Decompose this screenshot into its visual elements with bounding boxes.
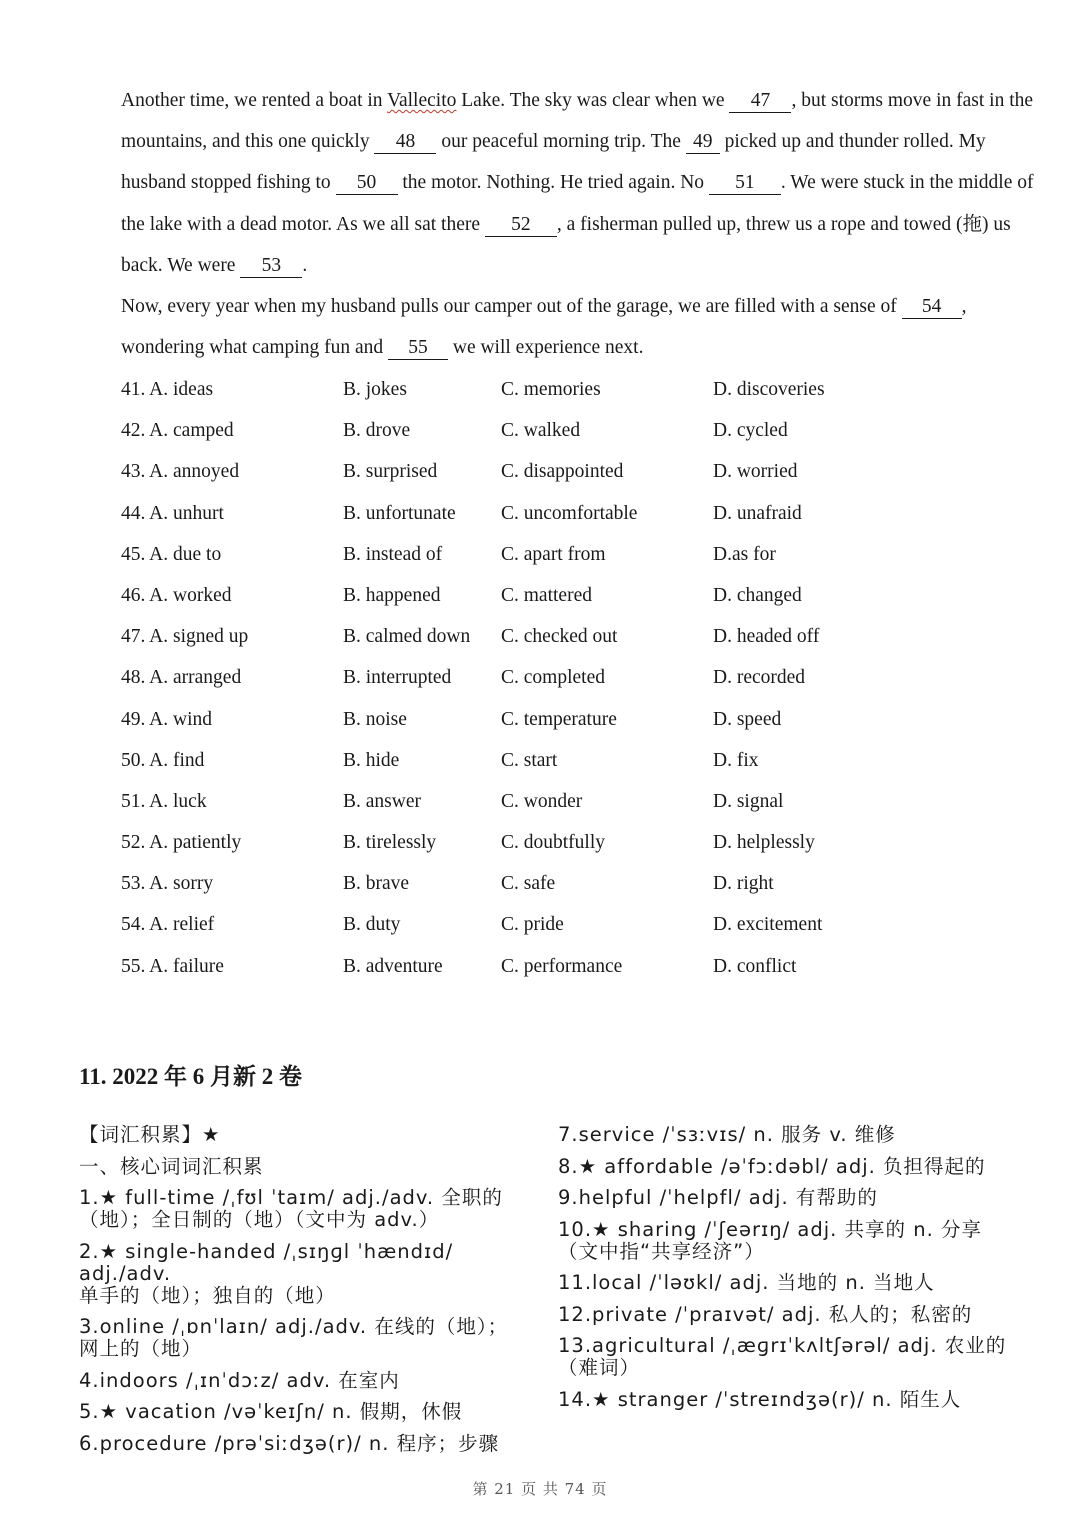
blank-50: 50 [336,172,398,195]
blank-52: 52 [485,214,557,237]
blank-47: 47 [729,90,791,113]
option-row [121,575,1001,616]
passage-text: our peaceful morning trip. The [436,131,686,153]
option-b: B. unfortunate [343,502,456,524]
option-c: C. safe [501,873,556,895]
passage-text: , a fisherman pulled up, threw us a rope and towed (拖) us back. We were [121,213,1011,276]
option-a: 51. A. luck [121,790,207,812]
option-b: B. interrupted [343,667,452,689]
option-d: D. excitement [713,914,823,936]
option-b: B. duty [343,914,401,936]
option-c: C. mattered [501,584,592,606]
option-b: B. instead of [343,543,443,565]
option-d: D. fix [713,749,759,771]
vocab-item: 1.★ full-time /ˌfʊl ˈtaɪm/ adj./adv. 全职的 （地）；全日制的（地）（文中为 adv.） [79,1186,503,1231]
vocab-item: 12.private /ˈpraɪvət/ adj. 私人的；私密的 [558,1302,973,1326]
option-c: C. disappointed [501,461,624,483]
passage-text: , wondering what camping fun and [121,296,967,359]
option-b: B. brave [343,873,410,895]
option-row [121,410,1001,451]
vocab-item: 10.★ sharing /ˈʃeərɪŋ/ adj. 共享的 n. 分享 （文中指“共享经济”） [558,1217,982,1263]
option-d: D.as for [713,543,776,565]
blank-48: 48 [374,131,436,154]
option-row [121,740,1001,781]
option-d: D. headed off [713,626,820,648]
option-c: C. start [501,749,558,771]
vocab-header: 【词汇积累】★ [79,1123,221,1146]
option-d: D. helplessly [713,832,815,854]
option-b: B. jokes [343,379,407,400]
option-row [121,904,1001,945]
option-c: C. doubtfully [501,832,606,854]
passage-text: Another time, we rented a boat in [121,90,388,111]
passage-text: picked up and thunder rolled. My husband stopped fishing to [121,131,986,194]
option-c: C. temperature [501,708,617,730]
option-row [121,946,1001,987]
option-d: D. signal [713,790,784,812]
option-c: C. pride [501,914,564,936]
vocab-item: 6.procedure /prəˈsiːdʒə(r)/ n. 程序；步骤 [79,1431,500,1455]
passage-paragraph-1 [79,80,1042,286]
blank-51: 51 [709,172,781,195]
option-b: B. surprised [343,461,438,483]
option-d: D. right [713,873,774,895]
option-b: B. adventure [343,955,443,977]
option-c: C. wonder [501,790,583,812]
vocab-item: 11.local /ˈləʊkl/ adj. 当地的 n. 当地人 [558,1271,935,1294]
vocab-item: 7.service /ˈsɜːvɪs/ n. 服务 v. 维修 [558,1123,896,1146]
vocab-item: 5.★ vacation /vəˈkeɪʃn/ n. 假期，休假 [79,1400,463,1423]
option-c: C. apart from [501,543,606,565]
option-row [121,616,1001,657]
option-row [121,534,1001,575]
option-b: B. calmed down [343,626,471,648]
option-c: C. memories [501,379,601,400]
option-b: B. drove [343,420,411,442]
option-d: D. worried [713,461,798,483]
option-a: 46. A. worked [121,584,232,606]
vocab-item: 8.★ affordable /əˈfɔːdəbl/ adj. 负担得起的 [558,1154,986,1178]
option-d: D. changed [713,584,802,606]
option-d: D. conflict [713,955,797,977]
passage-text: the motor. Nothing. He tried again. No [397,172,709,194]
option-d: D. recorded [713,667,806,689]
passage-text: we will experience next. [447,337,644,359]
option-a: 47. A. signed up [121,626,249,648]
option-c: C. checked out [501,626,618,648]
option-b: B. answer [343,790,421,812]
passage-text: Lake. The sky was clear when we [456,90,730,111]
option-row [121,699,1001,740]
option-c: C. performance [501,955,623,977]
passage-text: . We were stuck in the middle of the lake with a dead motor. As we all sat there [121,172,1034,235]
vocab-item: 4.indoors /ˌɪnˈdɔːz/ adv. 在室内 [79,1368,400,1392]
option-row [121,822,1001,863]
vocab-column-left [79,1124,539,1464]
blank-54: 54 [902,296,962,319]
passage-paragraph-2 [79,286,1042,368]
vocab-column-right [558,1124,1028,1420]
option-a: 52. A. patiently [121,832,242,854]
vocab-item: 14.★ stranger /ˈstreɪndʒə(r)/ n. 陌生人 [558,1387,962,1411]
vocab-subheader: 一、核心词词汇积累 [79,1154,264,1178]
passage-text: . [302,254,308,276]
option-d: D. discoveries [713,379,825,400]
option-b: B. noise [343,708,407,730]
vocab-item: 3.online /ˌɒnˈlaɪn/ adj./adv. 在线的（地）； 网上的（地） [79,1315,509,1360]
answer-options [121,369,1001,987]
option-row [121,369,1001,410]
option-row [121,781,1001,822]
option-a: 43. A. annoyed [121,461,240,483]
option-row [121,863,1001,904]
place-name: Vallecito [387,90,457,111]
option-a: 54. A. relief [121,914,215,936]
option-d: D. unafraid [713,502,802,524]
vocab-item: 9.helpful /ˈhelpfl/ adj. 有帮助的 [558,1186,878,1209]
option-b: B. hide [343,749,400,771]
vocab-item: 2.★ single-handed /ˌsɪŋɡl ˈhændɪd/ adj./adv. 单手的（地）；独自的（地） [79,1239,454,1307]
blank-53: 53 [240,255,302,278]
passage-text: , but storms move in fast in the mountains, and this one quickly [121,90,1034,153]
option-a: 53. A. sorry [121,873,214,895]
option-c: C. uncomfortable [501,502,638,524]
option-c: C. completed [501,667,605,689]
option-c: C. walked [501,420,581,442]
option-a: 48. A. arranged [121,667,242,689]
option-a: 55. A. failure [121,955,224,977]
page-number-footer: 第 21 页 共 74 页 [472,1480,608,1498]
option-a: 49. A. wind [121,708,213,730]
option-row [121,493,1001,534]
blank-55: 55 [388,337,448,360]
option-a: 45. A. due to [121,543,222,565]
option-d: D. cycled [713,420,788,442]
option-b: B. happened [343,584,441,606]
section-title: 11. 2022 年 6 月新 2 卷 [79,1064,302,1089]
option-b: B. tirelessly [343,832,437,854]
vocab-item: 13.agricultural /ˌæɡrɪˈkʌltʃərəl/ adj. 农业的 （难词） [558,1334,1007,1379]
option-row [121,451,1001,492]
option-d: D. speed [713,708,782,730]
option-a: 41. A. ideas [121,379,214,400]
passage-text: Now, every year when my husband pulls our camper out of the garage, we are filled with a sense of [121,296,902,317]
option-a: 50. A. find [121,749,205,771]
option-row [121,657,1001,698]
option-a: 44. A. unhurt [121,502,224,524]
blank-49: 49 [686,131,720,154]
option-a: 42. A. camped [121,420,234,442]
